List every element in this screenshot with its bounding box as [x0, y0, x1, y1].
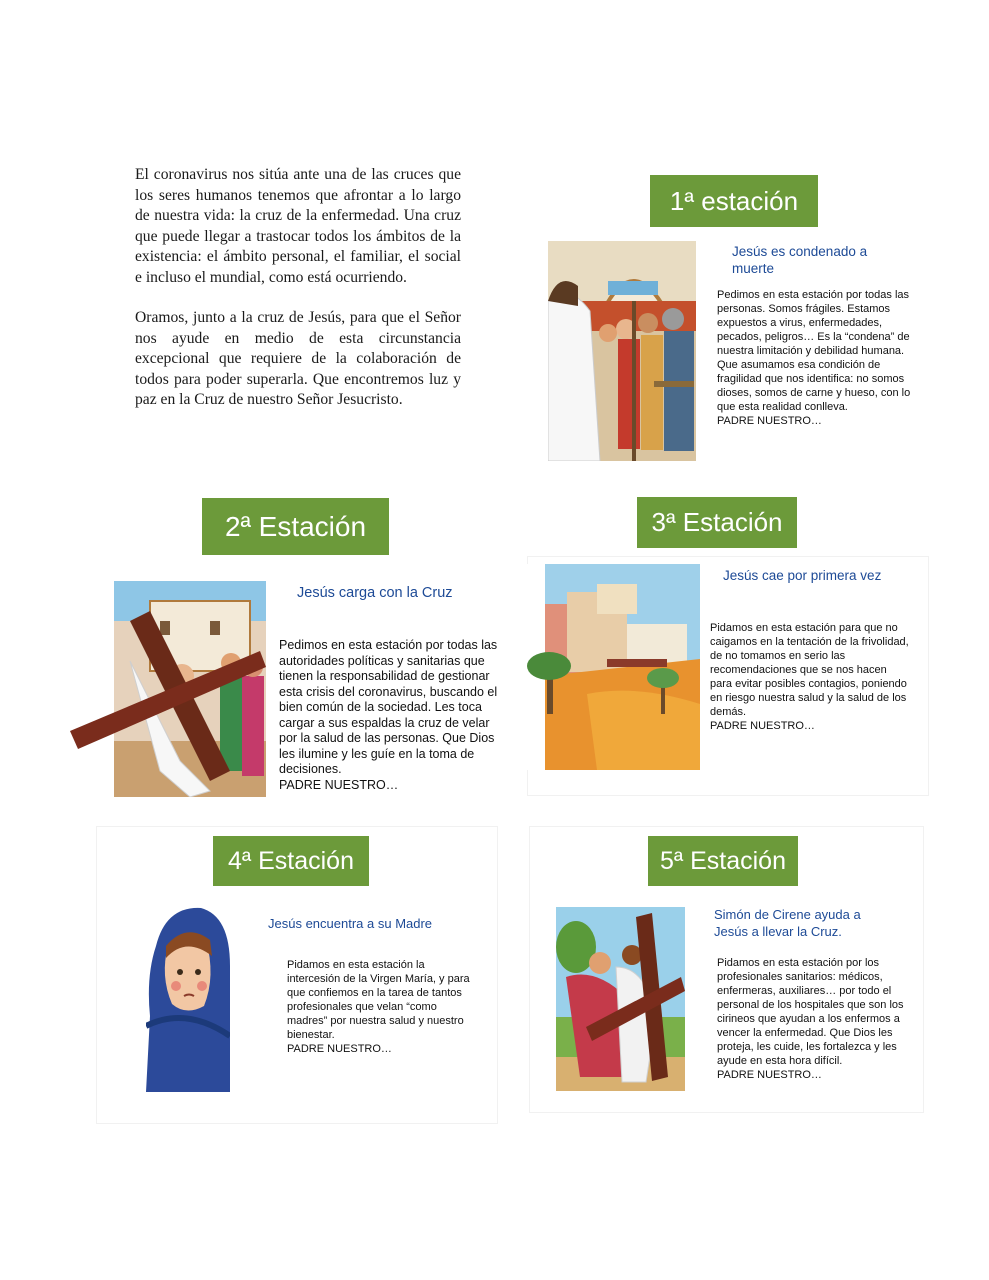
- station-1-text: Pedimos en esta estación por todas las personas. Somos frágiles. Estamos expuestos a virus, enfermedades, pecados, peligros… Es la “condena” de nuestra limitación y debilidad humana. Que asumamos esa condición de fragilidad que nos identifica: no somos dioses, somos de carne y hueso, con lo que esta realidad conlleva.: [717, 289, 911, 413]
- station-4-text: Pidamos en esta estación la intercesión de la Virgen María, y para que confiemos en la tarea de tantos profesionales que velan “como madres” por nuestra salud y nuestro bienestar.: [287, 959, 470, 1041]
- station-4-subtitle: Jesús encuentra a su Madre: [268, 916, 433, 931]
- station-2-subtitle: Jesús carga con la Cruz: [297, 585, 453, 601]
- intro-text: [135, 165, 461, 431]
- station-2-image: [70, 581, 266, 797]
- station-3-closing: PADRE NUESTRO…: [710, 720, 815, 732]
- station-4-closing: PADRE NUESTRO…: [287, 1043, 392, 1055]
- station-3-text: Pidamos en esta estación para que no caigamos en la tentación de la frivolidad, de no tomamos en serio las recomendaciones que se nos hacen para evitar posibles contagios, poniendo en riesgo nuestra salud y la salud de los demás.: [710, 622, 909, 718]
- station-3-image: [527, 564, 700, 770]
- station-5-image: [556, 907, 685, 1091]
- station-2-text: Pedimos en esta estación por todas las autoridades políticas y sanitarias que tienen la responsabilidad de gestionar esta crisis del coronavirus, buscando el bien común de la sociedad. Les toca cargar a sus espaldas la cruz de velar por la salud de las personas. Que Dios les ilumine y les guíe en la toma de decisiones.: [279, 638, 498, 776]
- station-1-body: [717, 288, 920, 428]
- station-5-body: [717, 956, 907, 1082]
- station-1-image: [548, 241, 696, 461]
- station-1-subtitle: Jesús es condenado a muerte: [732, 244, 868, 276]
- station-1-badge: 1ª estación: [650, 175, 818, 227]
- intro-paragraph-2: Oramos, junto a la cruz de Jesús, para que el Señor nos ayude en medio de esta circunstancia excepcional que requiere de la colaboración de todos para poder superarla. Que encontremos luz y paz en la Cruz de nuestro Señor Jesucristo.: [135, 309, 461, 408]
- station-3-badge: 3ª Estación: [637, 497, 797, 548]
- station-5-text: Pidamos en esta estación por los profesionales sanitarios: médicos, enfermeras, auxiliares… por todo el personal de los hospitales que son los cirineos que ayudan a los enfermos a vencer la enfermedad. Que Dios les proteja, les cuide, les fortalezca y les ayude en esta hora difícil.: [717, 957, 904, 1067]
- station-2-body: [279, 638, 499, 793]
- station-5-closing: PADRE NUESTRO…: [717, 1069, 822, 1081]
- station-4-body: [287, 958, 477, 1056]
- station-4-image: [146, 906, 230, 1092]
- station-2-closing: PADRE NUESTRO…: [279, 777, 399, 792]
- station-1-closing: PADRE NUESTRO…: [717, 415, 822, 427]
- station-3-subtitle: Jesús cae por primera vez: [723, 568, 882, 583]
- station-5-badge: 5ª Estación: [648, 836, 798, 886]
- station-4-badge: 4ª Estación: [213, 836, 369, 886]
- intro-paragraph-1: El coronavirus nos sitúa ante una de las cruces que los seres humanos tenemos que afrontar a lo largo de nuestra vida: la cruz de la enfermedad. Una cruz que puede llegar a trastocar todos los ámbitos de la existencia: el ámbito personal, el familiar, el social e incluso el mundial, como está ocurriendo.: [135, 166, 461, 286]
- station-3-body: [710, 621, 910, 733]
- station-2-badge: 2ª Estación: [202, 498, 389, 555]
- station-5-subtitle: Simón de Cirene ayuda a Jesús a llevar la Cruz.: [714, 907, 861, 939]
